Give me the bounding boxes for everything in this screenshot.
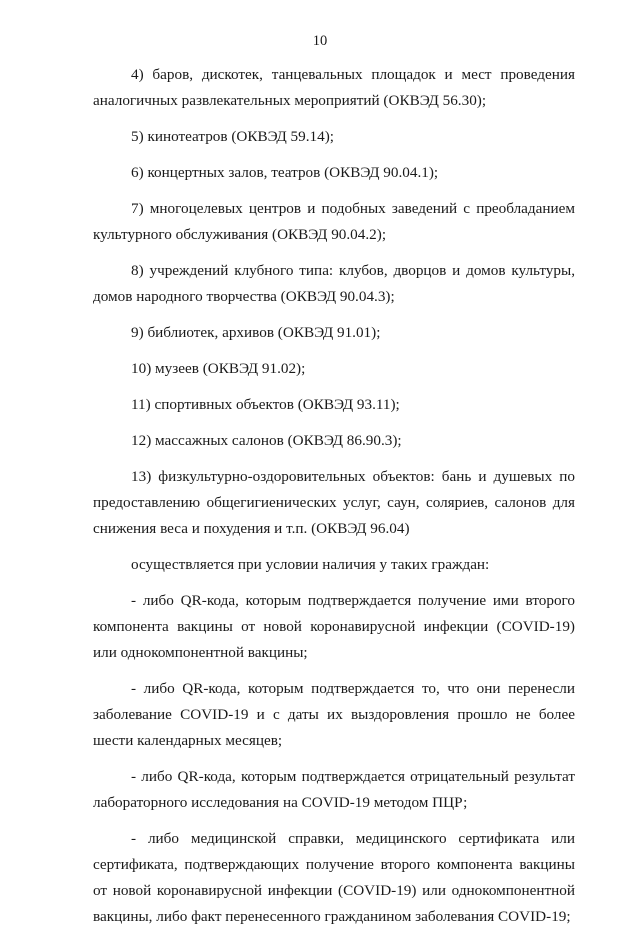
list-item-multipurpose-centers: 7) многоцелевых центров и подобных заведений с преобладанием культурного обслуживания (ОКВЭД 90.04.2); (93, 200, 575, 243)
list-item-museums: 10) музеев (ОКВЭД 91.02); (131, 360, 306, 377)
condition-pcr-qr: - либо QR-кода, которым подтверждается отрицательный результат лабораторного исследования на COVID-19 методом ПЦР; (93, 768, 575, 811)
list-item-fitness-facilities: 13) физкультурно-оздоровительных объектов: бань и душевых по предоставлению общегигиенических услуг, саун, соляриев, салонов для снижения веса и похудения и т.п. (ОКВЭД 96.04) (93, 468, 575, 537)
condition-medical-certificate: - либо медицинской справки, медицинского сертификата или сертификата, подтверждающих получение второго компонента вакцины от новой коронавирусной инфекции (COVID-19) или однокомпонентной вакцины, либо факт перенесенного гражданином заболевания COVID-19; (93, 830, 575, 925)
list-item-cinemas: 5) кинотеатров (ОКВЭД 59.14); (131, 128, 335, 145)
list-item-libraries: 9) библиотек, архивов (ОКВЭД 91.01); (131, 324, 381, 341)
condition-intro: осуществляется при условии наличия у таких граждан: (131, 556, 490, 573)
list-item-massage-salons: 12) массажных салонов (ОКВЭД 86.90.3); (131, 432, 402, 449)
list-item-bars: 4) баров, дискотек, танцевальных площадок и мест проведения аналогичных развлекательных мероприятий (ОКВЭД 56.30); (93, 66, 575, 109)
list-item-concert-halls: 6) концертных залов, театров (ОКВЭД 90.04.1); (131, 164, 439, 181)
page-number: 10 (312, 33, 328, 49)
document-body (93, 62, 575, 940)
list-item-sports-facilities: 11) спортивных объектов (ОКВЭД 93.11); (131, 396, 400, 413)
condition-recovery-qr: - либо QR-кода, которым подтверждается то, что они перенесли заболевание COVID-19 и с даты их выздоровления прошло не более шести календарных месяцев; (93, 680, 575, 749)
condition-vaccination-qr: - либо QR-кода, которым подтверждается получение ими второго компонента вакцины от новой коронавирусной инфекции (COVID-19) или однокомпонентной вакцины; (93, 592, 575, 661)
list-item-clubs: 8) учреждений клубного типа: клубов, дворцов и домов культуры, домов народного творчества (ОКВЭД 90.04.3); (93, 262, 575, 305)
